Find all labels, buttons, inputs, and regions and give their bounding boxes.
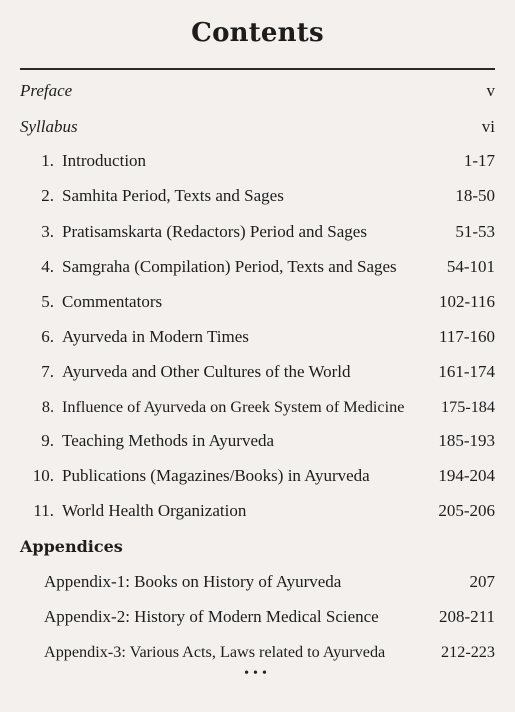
chapter-number: 9. bbox=[41, 431, 54, 450]
toc-entry-page: vi bbox=[481, 117, 495, 136]
toc-entry-page: 208-211 bbox=[438, 607, 495, 626]
toc-entry-appendix-2[interactable] bbox=[20, 604, 495, 630]
toc-entry-label: Influence of Ayurveda on Greek System of Medicine bbox=[62, 398, 405, 416]
toc-entry-chapter-4[interactable] bbox=[20, 254, 495, 280]
toc-entry-label: World Health Organization bbox=[62, 501, 247, 520]
toc-entry-chapter-3[interactable] bbox=[20, 219, 495, 245]
toc-entry-page: 51-53 bbox=[455, 222, 495, 241]
chapter-number: 2. bbox=[41, 186, 54, 205]
toc-entry-label: Introduction bbox=[62, 151, 147, 170]
chapter-number: 1. bbox=[41, 151, 54, 170]
toc-entry-chapter-1[interactable] bbox=[20, 148, 495, 174]
chapter-number: 8. bbox=[41, 398, 54, 416]
toc-entry-page: 175-184 bbox=[441, 398, 495, 416]
toc-entry-label: Publications (Magazines/Books) in Ayurveda bbox=[62, 466, 370, 485]
page-title: Contents bbox=[191, 18, 324, 48]
toc-entry-syllabus[interactable] bbox=[20, 114, 495, 140]
toc-entry-page: 212-223 bbox=[441, 643, 495, 661]
toc-entry-page: v bbox=[486, 81, 495, 100]
toc-entry-chapter-11[interactable] bbox=[20, 498, 495, 524]
chapter-number: 4. bbox=[41, 257, 54, 276]
chapter-number: 7. bbox=[41, 362, 54, 381]
toc-entry-label: Teaching Methods in Ayurveda bbox=[62, 431, 275, 450]
toc-entry-chapter-8[interactable] bbox=[20, 394, 495, 420]
toc-entry-page: 205-206 bbox=[438, 501, 495, 520]
toc-entry-label: Preface bbox=[20, 81, 73, 100]
toc-entry-page: 207 bbox=[469, 572, 495, 591]
toc-entry-page: 54-101 bbox=[446, 257, 495, 276]
toc-entry-page: 194-204 bbox=[438, 466, 495, 485]
toc-entry-page: 185-193 bbox=[438, 431, 495, 450]
toc-entry-chapter-6[interactable] bbox=[20, 324, 495, 350]
toc-entry-page: 1-17 bbox=[463, 151, 495, 170]
appendices-heading: Appendices bbox=[20, 537, 123, 556]
chapter-number: 3. bbox=[41, 222, 54, 241]
toc-entry-page: 161-174 bbox=[438, 362, 495, 381]
chapter-number: 6. bbox=[41, 327, 54, 346]
toc-entry-label: Ayurveda and Other Cultures of the World bbox=[62, 362, 351, 381]
toc-entry-label: Appendix-3: Various Acts, Laws related to Ayurveda bbox=[44, 643, 386, 661]
toc-entry-label: Samhita Period, Texts and Sages bbox=[62, 186, 284, 205]
chapter-number: 10. bbox=[32, 466, 54, 485]
toc-entry-label: Commentators bbox=[62, 292, 163, 311]
toc-entry-page: 18-50 bbox=[455, 186, 495, 205]
toc-entry-chapter-9[interactable] bbox=[20, 428, 495, 454]
toc-entry-label: Appendix-2: History of Modern Medical Science bbox=[44, 607, 379, 626]
toc-entry-label: Pratisamskarta (Redactors) Period and Sages bbox=[62, 222, 367, 241]
toc-entry-chapter-5[interactable] bbox=[20, 289, 495, 315]
toc-entry-chapter-10[interactable] bbox=[20, 463, 495, 489]
chapter-number: 11. bbox=[33, 501, 54, 520]
toc-entry-chapter-2[interactable] bbox=[20, 183, 495, 209]
toc-entry-appendix-1[interactable] bbox=[20, 569, 495, 595]
toc-entry-label: Appendix-1: Books on History of Ayurveda bbox=[44, 572, 342, 591]
toc-entry-appendix-3[interactable] bbox=[20, 639, 495, 665]
toc-entry-label: Samgraha (Compilation) Period, Texts and Sages bbox=[62, 257, 397, 276]
end-ornament: ••• bbox=[244, 666, 271, 681]
toc-entry-page: 102-116 bbox=[438, 292, 495, 311]
title-rule bbox=[20, 68, 495, 70]
toc-entry-chapter-7[interactable] bbox=[20, 359, 495, 385]
toc-entry-label: Ayurveda in Modern Times bbox=[62, 327, 249, 346]
toc-entry-page: 117-160 bbox=[438, 327, 495, 346]
toc-entry-label: Syllabus bbox=[20, 117, 78, 136]
toc-entry-preface[interactable] bbox=[20, 78, 495, 104]
chapter-number: 5. bbox=[41, 292, 54, 311]
